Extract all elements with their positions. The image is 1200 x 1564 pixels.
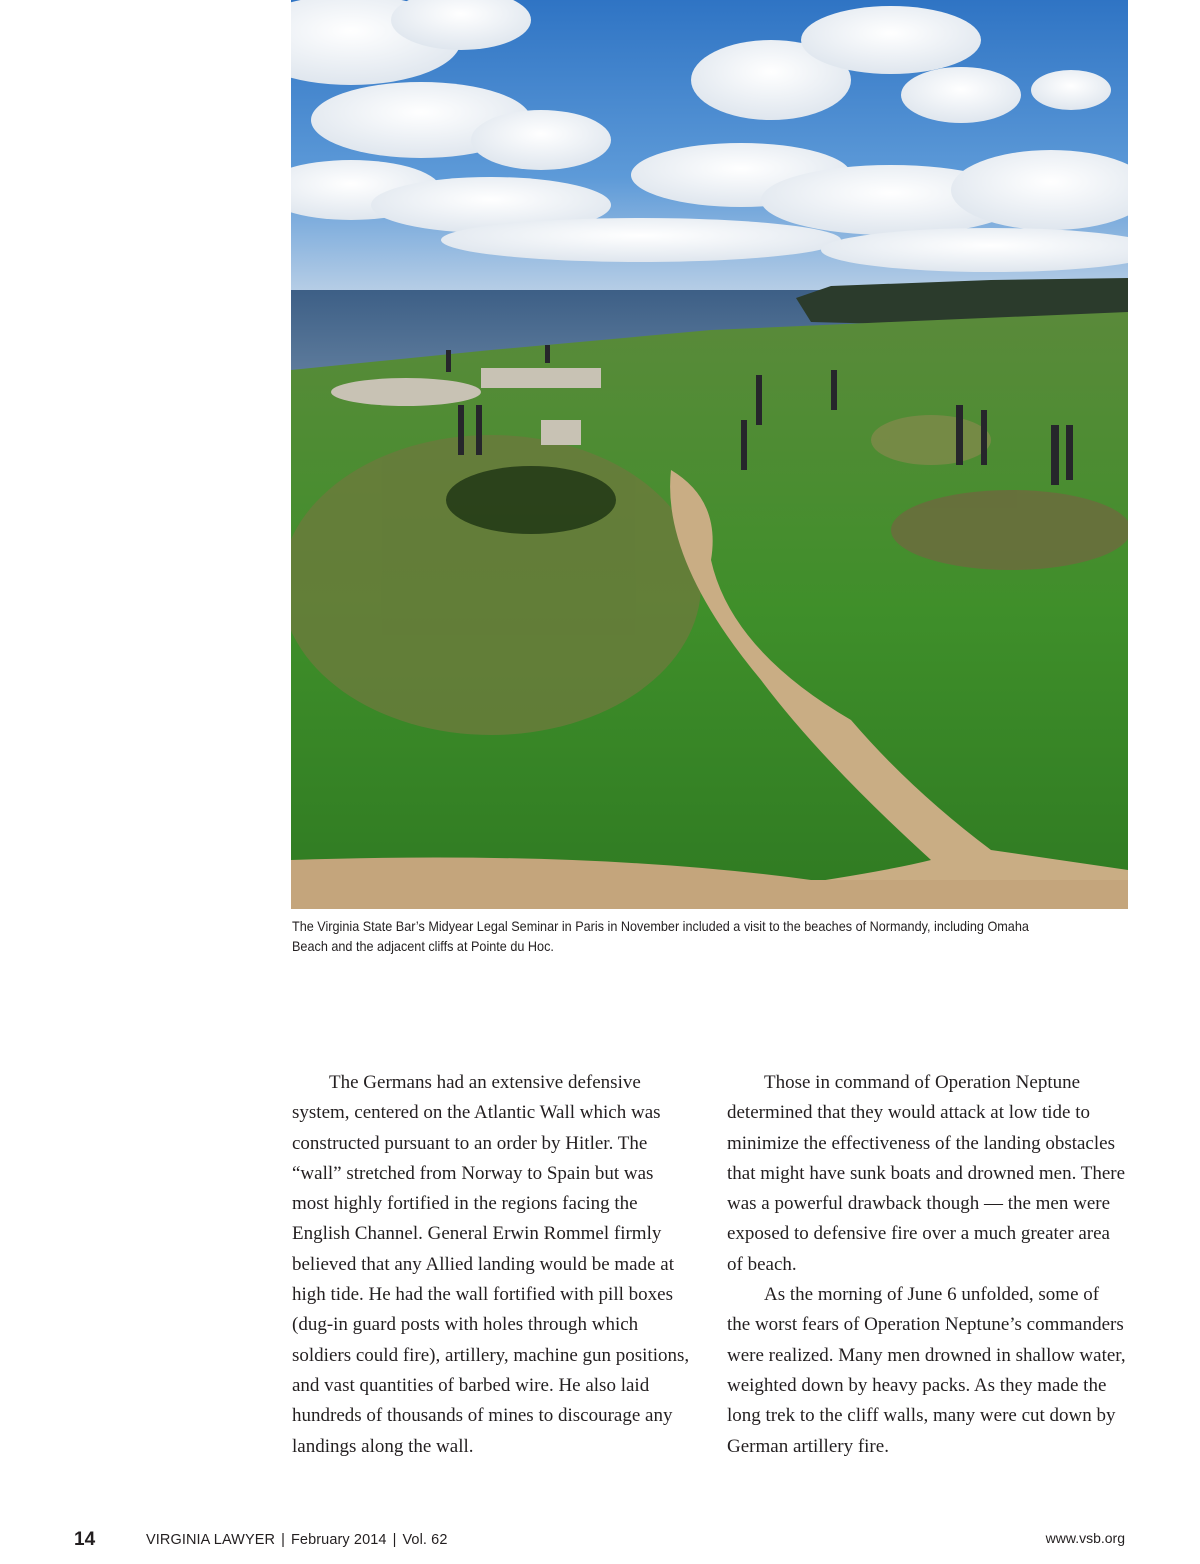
website-link[interactable]: www.vsb.org bbox=[1045, 1530, 1125, 1546]
body-paragraph: The Germans had an extensive defensive system, centered on the Atlantic Wall which was constructed pursuant to an order by Hitler. The “wall” stretched from Norway to Spain but was most highly fortified in the regions facing the English Channel. General Erwin Rommel firmly believed that any Allied landing would be made at high tide. He had the wall fortified with pill boxes (dug-in guard posts with holes through which soldiers could fire), artillery, machine gun positions, and vast quantities of barbed wire. He also laid hundreds of thousands of mines to discourage any landings along the wall. bbox=[292, 1072, 690, 1457]
body-paragraph: Those in command of Operation Neptune determined that they would attack at low tide to minimize the effectiveness of the landing obstacles that might have sunk boats and drowned men. There was a powerful drawback though — the men were exposed to defensive fire over a much greater area of beach. bbox=[727, 1072, 1126, 1275]
issue-date: February 2014 bbox=[290, 1532, 387, 1548]
photo-caption: The Virginia State Bar’s Midyear Legal Seminar in Paris in November included a visit to the beaches of Normandy, including Omaha Beach and the adjacent cliffs at Pointe du Hoc. bbox=[292, 919, 1029, 954]
page-number: 14 bbox=[74, 1529, 96, 1550]
separator: | bbox=[281, 1532, 285, 1548]
publication-name: VIRGINIA LAWYER bbox=[146, 1532, 276, 1548]
publication-line bbox=[146, 1532, 447, 1556]
normandy-photo bbox=[291, 0, 1128, 909]
volume: Vol. 62 bbox=[402, 1532, 448, 1548]
body-column-right bbox=[727, 1068, 1127, 1462]
body-paragraph: As the morning of June 6 unfolded, some of the worst fears of Operation Neptune’s commanders were realized. Many men drowned in shallow water, weighted down by heavy packs. As they made the long trek to the cliff walls, many were cut down by German artillery fire. bbox=[727, 1284, 1126, 1457]
separator: | bbox=[392, 1532, 397, 1548]
body-column-left bbox=[292, 1068, 692, 1462]
